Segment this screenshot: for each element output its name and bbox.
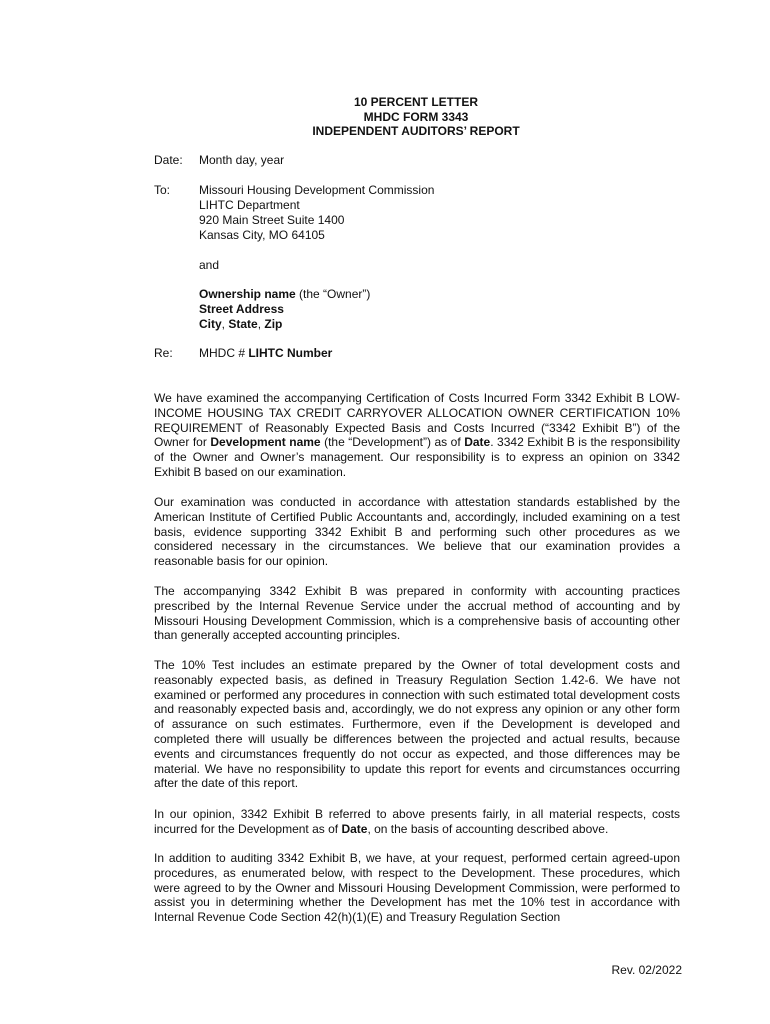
owner-street: Street Address [199, 302, 284, 316]
address-line: LIHTC Department [199, 198, 300, 212]
title-line-3: INDEPENDENT AUDITORS’ REPORT [312, 124, 520, 138]
owner-suffix: (the “Owner”) [295, 287, 371, 301]
text-run: We have examined the accompanying Certification of Costs Incurred Form 3342 Exhibit B LOW-INCOME HOUSING TAX CREDIT CARRYOVER ALLOCATION OWNER CERTIFICATION 10% REQUIREMENT of Reasonably Expected Basis and Costs Incurred (“3342 Exhibit B”) of the Owner for [154, 391, 680, 450]
development-name: Development name [210, 435, 321, 450]
paragraph-opinion [154, 807, 680, 837]
re-value [199, 346, 679, 361]
re-label: Re: [154, 346, 173, 360]
date-placeholder: Date [341, 821, 368, 836]
paragraph-examination [154, 391, 680, 480]
text-run: . 3342 Exhibit B is the responsibility of the Owner and Owner’s management. Our responsibility is to express an opinion on 3342 Exhibit B based on our examination. [154, 435, 681, 479]
paragraph-conformity: The accompanying 3342 Exhibit B was prepared in conformity with accounting practices prescribed by the Internal Revenue Service under the accrual method of accounting and by Missouri Housing Development Commission, which is a comprehensive basis of accounting other than generally accepted accounting principles. [154, 584, 680, 643]
address-line: Kansas City, MO 64105 [199, 228, 325, 242]
address-line: Missouri Housing Development Commission [199, 183, 435, 197]
document-title-block [0, 95, 770, 139]
paragraph-standards: Our examination was conducted in accordance with attestation standards established by the American Institute of Certified Public Accountants and, accordingly, included examining on a test basis, evidence supporting 3342 Exhibit B and performing such other procedures as we considered necessary in the circumstances. We believe that our examination provides a reasonable basis for our opinion. [154, 495, 680, 569]
date-value: Month day, year [199, 153, 285, 167]
title-line-1: 10 PERCENT LETTER [353, 95, 479, 109]
revision-label: Rev. 02/2022 [611, 963, 682, 977]
owner-city: City [199, 317, 222, 331]
recipient-address [199, 183, 679, 332]
owner-line [199, 287, 679, 302]
re-prefix: MHDC # [199, 346, 249, 360]
date-label: Date: [154, 153, 183, 167]
owner-name: Ownership name [199, 287, 296, 301]
to-label: To: [154, 183, 171, 197]
lihtc-number: LIHTC Number [248, 346, 333, 360]
owner-state: State [228, 317, 258, 331]
owner-city-state-zip [199, 317, 679, 332]
title-line-2: MHDC FORM 3343 [363, 109, 469, 124]
text-run: , on the basis of accounting described above. [367, 821, 609, 836]
paragraph-ten-percent-test: The 10% Test includes an estimate prepared by the Owner of total development costs and reasonably expected basis, as defined in Treasury Regulation Section 1.42-6. We have not examined or performed any procedures in connection with such estimated total development costs and reasonably expected basis and, accordingly, we do not express any opinion or any other form of assurance on such estimates. Furthermore, even if the Development is developed and completed there will usually be differences between the projected and actual results, because events and circumstances frequently do not occur as expected, and those differences may be material. We have no responsibility to update this report for events and circumstances occurring after the date of this report. [154, 658, 680, 791]
address-line: 920 Main Street Suite 1400 [199, 213, 345, 227]
owner-zip: Zip [264, 317, 283, 331]
text-run: (the “Development”) as of [320, 435, 465, 450]
text-run: In our opinion, 3342 Exhibit B referred to above presents fairly, in all material respects, costs incurred for the Development as of [154, 807, 680, 836]
separator: , [221, 317, 229, 331]
date-placeholder: Date [464, 435, 491, 450]
and-text: and [199, 257, 220, 272]
paragraph-agreed-upon: In addition to auditing 3342 Exhibit B, we have, at your request, performed certain agreed-upon procedures, as enumerated below, with respect to the Development. These procedures, which were agreed to by the Owner and Missouri Housing Development Commission, were performed to assist you in determining whether the Development has met the 10% test in accordance with Internal Revenue Code Section 42(h)(1)(E) and Treasury Regulation Section [154, 851, 680, 925]
separator: , [257, 317, 265, 331]
